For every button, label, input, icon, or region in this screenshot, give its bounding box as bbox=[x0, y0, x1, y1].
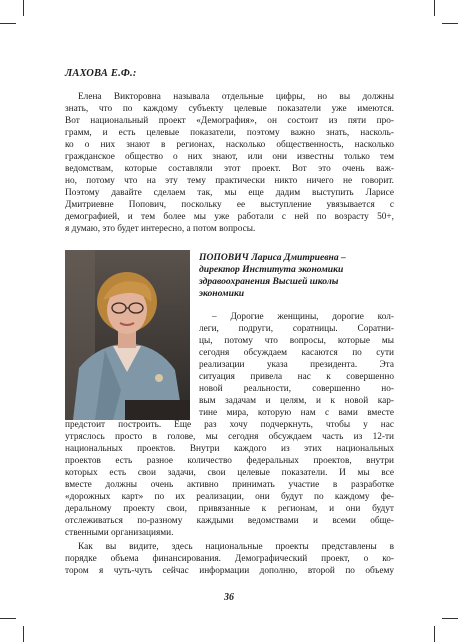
text-line: ко о них знают в регионах, насколько общественность, насколько bbox=[65, 140, 394, 150]
text-line: но, потому что на эту тему практически никто ничего не говорит. bbox=[65, 176, 394, 186]
text-line: порядке объема финансирования. Демографический проект, о ко- bbox=[65, 554, 394, 564]
text-line: предстоит построить. Еще раз хочу подчеркнуть, чтобы у нас bbox=[65, 420, 394, 430]
text-line: отслеживаться по-разному каждыми ведомствами и всеми обще- bbox=[65, 516, 394, 526]
heading-line: ПОПОВИЧ Лариса Дмитриевна – bbox=[199, 252, 346, 263]
text-line: леги, подруги, соратницы. Соратни- bbox=[199, 324, 394, 334]
text-line: «дорожных карт» по их реализации, они будут по каждому фе- bbox=[65, 492, 394, 502]
text-line: тором я чуть-чуть сейчас информации дополню, второй по объему bbox=[65, 566, 394, 576]
text-line: утряслось просто в голове, мы сегодня обсуждаем часть из 12-ти bbox=[65, 432, 394, 442]
text-line: национальных проектов. Внутри каждого из этих национальных bbox=[65, 444, 394, 454]
crop-mark bbox=[434, 626, 435, 642]
text-line: Как вы видите, здесь национальные проекты представлены в bbox=[78, 542, 394, 552]
text-line: Поэтому давайте сделаем так, мы еще дадим выступить Ларисе bbox=[65, 188, 394, 198]
heading-line: здравоохранения Высшей школы bbox=[199, 276, 339, 287]
text-line: грамм, и есть целевые показатели, поэтому важно знать, насколь- bbox=[65, 128, 394, 138]
text-line: цы, потому что вопросы, которые мы bbox=[199, 336, 394, 346]
text-line: ственными организациями. bbox=[65, 528, 174, 538]
crop-mark bbox=[434, 0, 435, 16]
text-line: Елена Викторовна называла отдельные цифры, но вы должны bbox=[78, 92, 394, 102]
text-line: ситуация привела нас к совершенно bbox=[199, 372, 394, 382]
portrait-illustration bbox=[65, 250, 190, 420]
text-line: новой реальности, совершенно но- bbox=[199, 384, 394, 394]
crop-mark bbox=[442, 618, 458, 619]
text-line: сегодня обсуждаем касаются по сути bbox=[199, 348, 394, 358]
crop-mark bbox=[442, 23, 458, 24]
text-line: проектов есть разное количество федеральных проектов, внутри bbox=[65, 456, 394, 466]
text-line: Вот национальный проект «Демография», он состоит из пяти про- bbox=[65, 116, 394, 126]
text-line: реализации указа президента. Эта bbox=[199, 360, 394, 370]
text-line: которых есть свои задачи, свои целевые показатели. И мы все bbox=[65, 468, 394, 478]
text-line: вым задачам и целям, и к новой кар- bbox=[199, 396, 394, 406]
portrait-photo bbox=[65, 250, 190, 420]
speaker-name-lakhova: ЛАХОВА Е.Ф.: bbox=[65, 68, 137, 79]
text-line: знать, что по каждому субъекту целевые показатели уже имеются. bbox=[65, 104, 394, 114]
text-line: деральному проекту свои, привязанные к регионам, и они будут bbox=[65, 504, 394, 514]
text-line: ведомствам, которые составляли этот проект. Вот это очень важ- bbox=[65, 164, 394, 174]
crop-mark bbox=[0, 618, 16, 619]
crop-mark bbox=[0, 23, 16, 24]
page-number: 36 bbox=[224, 592, 234, 603]
text-line: – Дорогие женщины, дорогие кол- bbox=[212, 312, 394, 322]
crop-mark bbox=[23, 0, 24, 16]
text-line: вместе должны очень активно принимать участие в разработке bbox=[65, 480, 394, 490]
heading-line: экономики bbox=[199, 288, 245, 299]
text-line: тине мира, которую нам с вами вместе bbox=[199, 408, 394, 418]
crop-mark bbox=[23, 626, 24, 642]
text-line: гражданское общество о них знают, или они известны только тем bbox=[65, 152, 394, 162]
text-line: Дмитриевне Попович, поскольку ее выступление увязывается с bbox=[65, 200, 394, 210]
text-line: я думаю, это будет интересно, а потом вопросы. bbox=[65, 224, 256, 234]
text-line: демографией, и тем более мы уже работали с ней по возрасту 50+, bbox=[65, 212, 394, 222]
heading-line: директор Института экономики bbox=[199, 264, 344, 275]
